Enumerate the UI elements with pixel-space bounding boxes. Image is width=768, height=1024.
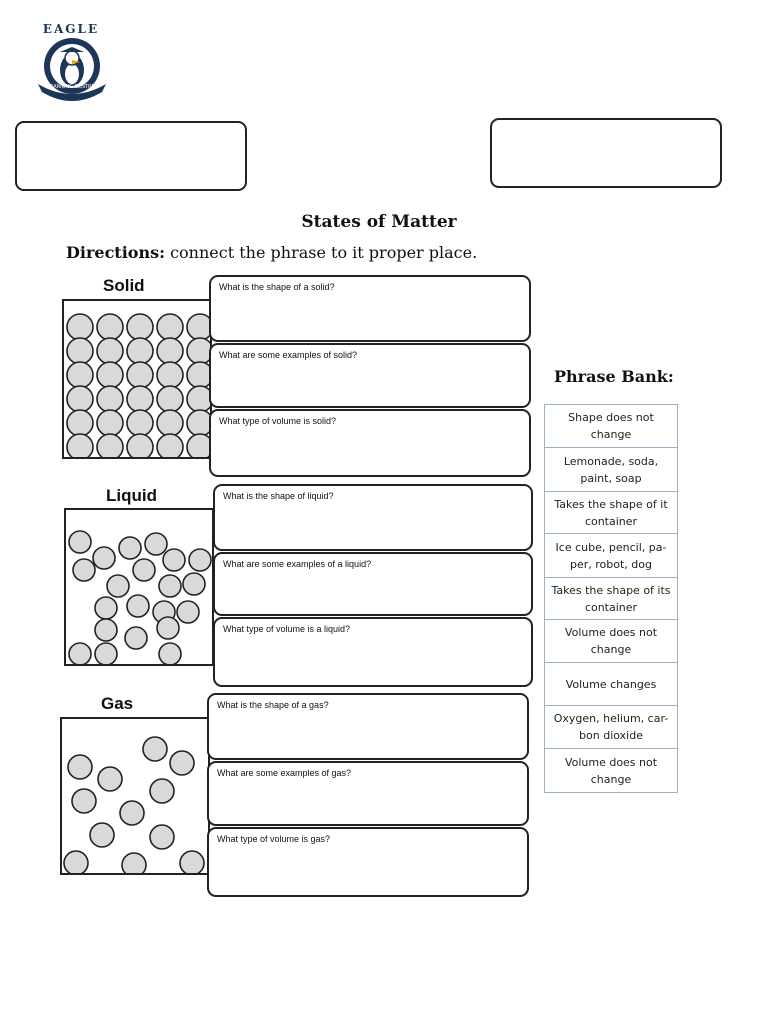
phrase-bank-item[interactable]: Volume does not change: [545, 748, 677, 792]
liquid-volume-answer-box[interactable]: [213, 617, 533, 687]
liquid-particle: [159, 575, 181, 597]
liquid-particle: [189, 549, 211, 571]
gas-volume-answer-box[interactable]: [207, 827, 529, 897]
liquid-particle: [177, 601, 199, 623]
solid-particle: [127, 386, 153, 412]
question-text: What type of volume is gas?: [217, 834, 331, 844]
logo-subtitle: LEARNING CENTRE: [47, 84, 95, 90]
phrase-bank-item[interactable]: Takes the shape of its container: [545, 577, 677, 619]
gas-particle: [143, 737, 167, 761]
solid-particle: [97, 386, 123, 412]
liquid-particle: [163, 549, 185, 571]
liquid-particle: [107, 575, 129, 597]
solid-particles: [64, 301, 210, 457]
solid-particle: [67, 410, 93, 436]
solid-particle: [127, 410, 153, 436]
solid-particle: [127, 338, 153, 364]
name-box[interactable]: [15, 121, 247, 191]
solid-particle: [67, 338, 93, 364]
liquid-particle: [133, 559, 155, 581]
directions-text: connect the phrase to it proper place.: [165, 243, 478, 262]
gas-particles: [62, 719, 208, 873]
liquid-particle: [73, 559, 95, 581]
question-text: What are some examples of a liquid?: [223, 559, 372, 569]
liquid-particle: [127, 595, 149, 617]
solid-particle: [187, 410, 210, 436]
solid-particle: [157, 434, 183, 457]
gas-particle: [68, 755, 92, 779]
solid-particle: [127, 314, 153, 340]
liquid-particle: [157, 617, 179, 639]
solid-particle: [67, 386, 93, 412]
solid-particle: [127, 434, 153, 457]
solid-examples-answer-box[interactable]: [209, 343, 531, 408]
solid-particle: [187, 314, 210, 340]
solid-particle: [157, 410, 183, 436]
gas-particle: [122, 853, 146, 873]
liquid-particle: [95, 643, 117, 664]
liquid-particle: [159, 643, 181, 664]
liquid-particle: [95, 597, 117, 619]
liquid-particle: [93, 547, 115, 569]
solid-shape-answer-box[interactable]: [209, 275, 531, 342]
solid-particle: [157, 362, 183, 388]
solid-particle: [67, 314, 93, 340]
solid-particle: [97, 362, 123, 388]
gas-particle: [90, 823, 114, 847]
liquid-examples-answer-box[interactable]: [213, 552, 533, 616]
question-text: What type of volume is solid?: [219, 416, 337, 426]
worksheet-title: States of Matter: [301, 212, 457, 232]
gas-particles-image: [60, 717, 210, 875]
phrase-bank-item[interactable]: Shape does not change: [568, 411, 654, 441]
phrase-bank-item[interactable]: Oxygen, helium, car-bon dioxide: [545, 705, 677, 748]
gas-particle: [170, 751, 194, 775]
date-box[interactable]: [490, 118, 722, 188]
gas-particle: [98, 767, 122, 791]
gas-particle: [64, 851, 88, 873]
solid-volume-answer-box[interactable]: [209, 409, 531, 477]
question-text: What type of volume is a liquid?: [223, 624, 351, 634]
phrase-bank-item[interactable]: Lemonade, soda, paint, soap: [545, 447, 677, 491]
phrase-bank-title: Phrase Bank:: [554, 367, 674, 386]
phrase-bank-item[interactable]: Takes the shape of it container: [545, 491, 677, 533]
solid-particle: [127, 362, 153, 388]
solid-particle: [67, 434, 93, 457]
solid-particles-image: [62, 299, 212, 459]
gas-particle: [180, 851, 204, 873]
liquid-shape-answer-box[interactable]: [213, 484, 533, 551]
liquid-particle: [69, 531, 91, 553]
logo-title: EAGLE: [42, 22, 100, 36]
liquid-label: Liquid: [106, 486, 157, 505]
gas-particle: [150, 779, 174, 803]
phrase-bank-table: [544, 404, 678, 793]
phrase-bank-item[interactable]: Volume changes: [545, 662, 677, 705]
question-text: What is the shape of a gas?: [217, 700, 329, 710]
liquid-particle: [145, 533, 167, 555]
gas-shape-answer-box[interactable]: [207, 693, 529, 760]
solid-particle: [67, 362, 93, 388]
solid-particle: [187, 386, 210, 412]
gas-particle: [72, 789, 96, 813]
phrase-bank-item[interactable]: Ice cube, pencil, pa-per, robot, dog: [545, 533, 677, 577]
liquid-particle: [119, 537, 141, 559]
solid-particle: [157, 314, 183, 340]
directions: [66, 243, 477, 262]
gas-examples-answer-box[interactable]: [207, 761, 529, 826]
liquid-particle: [95, 619, 117, 641]
phrase-bank-item[interactable]: Volume does not change: [545, 619, 677, 662]
question-text: What is the shape of liquid?: [223, 491, 334, 501]
gas-label: Gas: [101, 694, 134, 713]
liquid-particle: [125, 627, 147, 649]
liquid-particles: [66, 510, 212, 664]
solid-particle: [187, 434, 210, 457]
solid-particle: [187, 362, 210, 388]
solid-particle: [97, 410, 123, 436]
solid-particle: [157, 338, 183, 364]
directions-label: Directions:: [66, 243, 165, 262]
gas-particle: [120, 801, 144, 825]
liquid-particle: [183, 573, 205, 595]
liquid-particle: [69, 643, 91, 664]
solid-particle: [97, 314, 123, 340]
question-text: What are some examples of solid?: [219, 350, 358, 360]
gas-particle: [150, 825, 174, 849]
solid-particle: [157, 386, 183, 412]
liquid-particles-image: [64, 508, 214, 666]
question-text: What are some examples of gas?: [217, 768, 352, 778]
question-text: What is the shape of a solid?: [219, 282, 335, 292]
solid-label: Solid: [103, 276, 145, 295]
solid-particle: [187, 338, 210, 364]
solid-particle: [97, 434, 123, 457]
solid-particle: [97, 338, 123, 364]
